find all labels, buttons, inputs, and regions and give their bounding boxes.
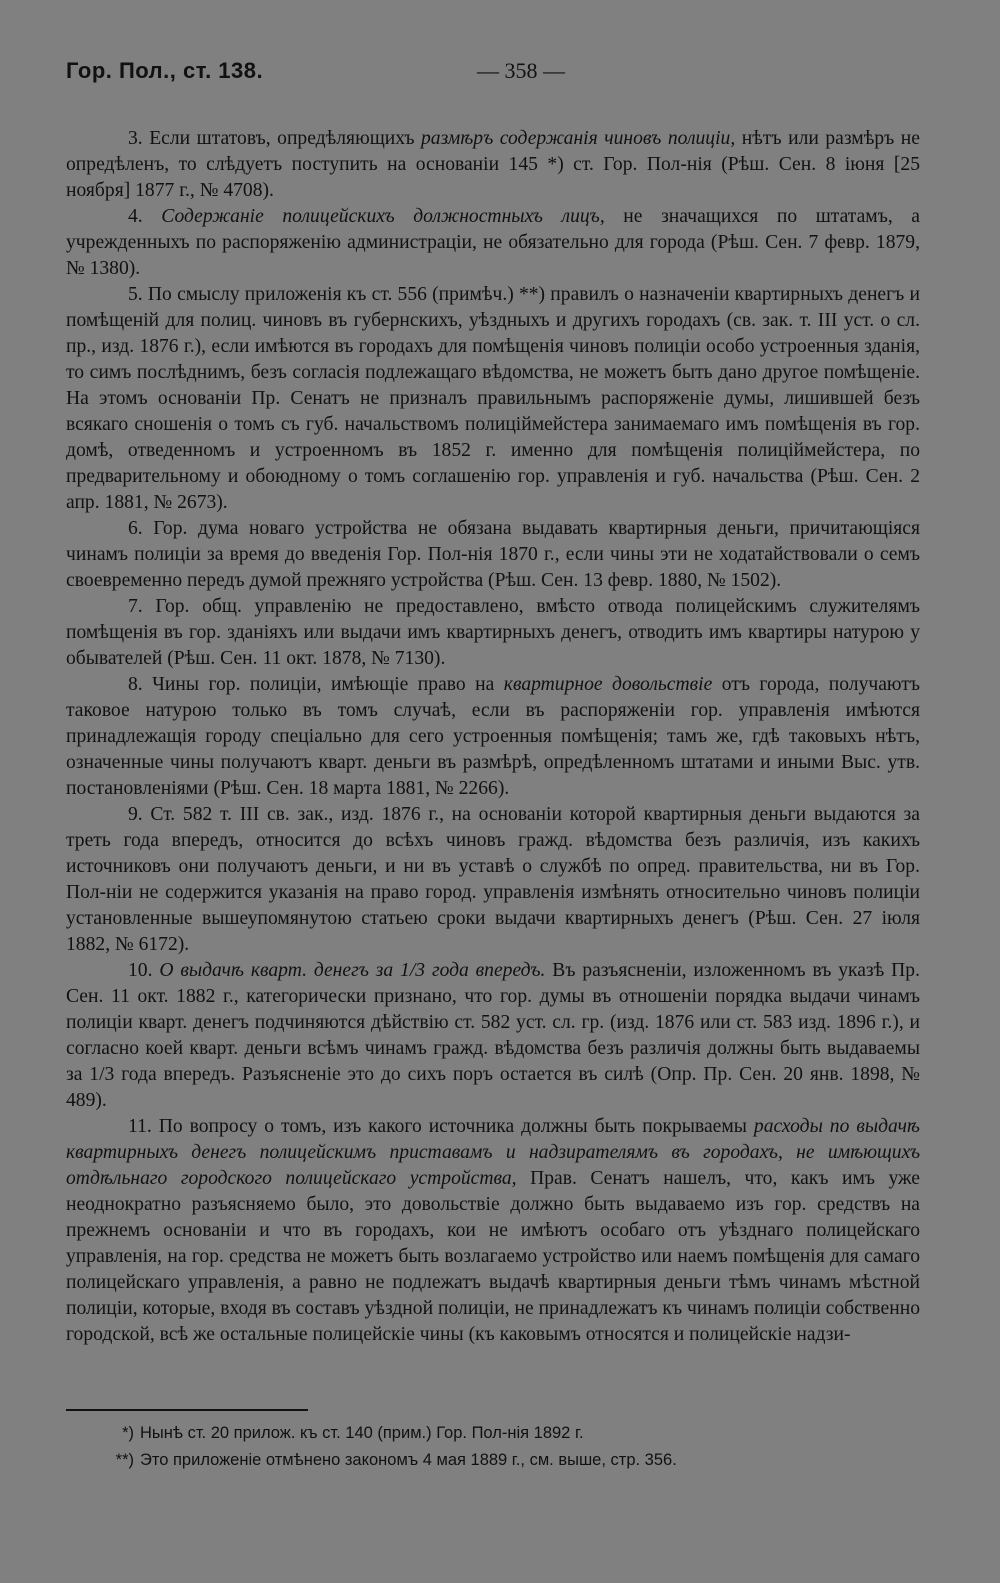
italic-phrase: квартирное довольствіе xyxy=(503,674,713,695)
paragraph xyxy=(66,282,920,516)
italic-phrase: О выдачѣ кварт. денегъ за 1/3 года впередъ. xyxy=(159,960,546,981)
text-run: отъ города, получаютъ таковое натурою только въ томъ случаѣ, если въ распоряженіи гор. управленія имѣются принадлежащія городу спеціально для сего устроенныя помѣщенія; тамъ же, гдѣ таковыхъ нѣтъ, означенные чины получаютъ кварт. деньги въ размѣрѣ, опредѣленномъ штатами и иными Выс. утв. постановленіями (Рѣш. Сен. 18 марта 1881, № 2266). xyxy=(66,674,921,799)
footnote-text: Нынѣ ст. 20 прилож. къ ст. 140 (прим.) Гор. Пол-нія 1892 г. xyxy=(140,1424,584,1442)
text-run: 10. xyxy=(128,960,160,981)
paragraph xyxy=(66,126,920,204)
text-run: 8. Чины гор. полиціи, имѣющіе право на xyxy=(128,674,504,695)
text-run: 4. xyxy=(128,206,162,227)
paragraph xyxy=(66,1114,920,1348)
page-header xyxy=(66,58,946,98)
footnote-marker: **) xyxy=(115,1451,134,1469)
text-run: 3. Если штатовъ, опредѣляющихъ xyxy=(128,128,421,149)
footnote xyxy=(100,1420,880,1447)
footnote-text: Это приложеніе отмѣнено закономъ 4 мая 1889 г., см. выше, стр. 356. xyxy=(140,1451,677,1469)
section-reference: Гор. Пол., ст. 138. xyxy=(66,58,264,83)
footnote-divider xyxy=(66,1409,308,1411)
text-run: не значащихся по штатамъ, а учрежденныхъ по распоряженію администраціи, не обязательно для города (Рѣш. Сен. 7 февр. 1879, № 1380). xyxy=(66,206,920,279)
paragraph xyxy=(66,204,920,282)
italic-phrase: Содержаніе полицейскихъ должностныхъ лицъ, xyxy=(161,206,605,227)
text-run: 11. По вопросу о томъ, изъ какого источника должны быть покрываемы xyxy=(128,1116,754,1137)
page-number: — 358 — xyxy=(477,58,565,83)
paragraph xyxy=(66,958,920,1114)
footnotes xyxy=(100,1420,880,1474)
text-run: нѣтъ или размѣръ не опредѣленъ, то слѣдуетъ поступить на основаніи 145 *) ст. Гор. Пол-нія (Рѣш. Сен. 8 іюня [25 ноября] 1877 г., № 4708). xyxy=(66,128,920,201)
paragraph xyxy=(66,672,920,802)
main-text xyxy=(66,126,920,1348)
paragraph xyxy=(66,516,920,594)
paragraph xyxy=(66,802,920,958)
italic-phrase: размѣръ содержанія чиновъ полиціи, xyxy=(420,128,736,149)
text-run: 9. Ст. 582 т. III св. зак., изд. 1876 г., на основаніи которой квартирныя деньги выдаются за треть года впередъ, относится до всѣхъ чиновъ гражд. вѣдомства безъ различія, изъ какихъ источниковъ они получаютъ деньги, и ни въ уставѣ о службѣ по опред. правительства, ни въ Гор. Пол-ніи не содержится указанія на право город. управленія измѣнять относительно чиновъ полиціи установленные вышеупомянутою статьею сроки выдачи квартирныхъ денегъ (Рѣш. Сен. 27 іюля 1882, № 6172). xyxy=(66,804,920,955)
footnote xyxy=(100,1447,880,1474)
text-run: Прав. Сенатъ нашелъ, что, какъ имъ уже неоднократно разъясняемо было, это довольствіе должно быть выдаваемо изъ гор. средствъ на прежнемъ основаніи и что въ городахъ, кои не имѣютъ особаго отъ уѣзднаго полицейскаго управленія, на гор. средства не можетъ быть возлагаемо устройство или наемъ помѣщенія для самаго полицейскаго управленія, а равно не подлежатъ выдачѣ квартирныя деньги тѣмъ чинамъ мѣстной полиціи, которые, входя въ составъ уѣздной полиціи, не принадлежатъ къ чинамъ полиціи собственно городской, всѣ же остальные полицейскіе чины (къ каковымъ относятся и полицейскіе надзи- xyxy=(66,1168,920,1345)
text-run: 6. Гор. дума новаго устройства не обязана выдавать квартирныя деньги, причитающіяся чинамъ полиціи за время до введенія Гор. Пол-нія 1870 г., если чины эти не ходатайствовали о семъ своевременно передъ думой прежняго устройства (Рѣш. Сен. 13 февр. 1880, № 1502). xyxy=(66,518,920,591)
text-run: Въ разъясненіи, изложенномъ въ указѣ Пр. Сен. 11 окт. 1882 г., категорически признано, что гор. думы въ отношеніи порядка выдачи чинамъ полиціи кварт. денегъ подчиняются дѣйствію ст. 582 уст. сл. гр. (изд. 1876 или ст. 583 изд. 1896 г.), и согласно коей кварт. деньги всѣмъ чинамъ гражд. вѣдомства безъ различія должны быть выдаваемы за 1/3 года впередъ. Разъясненіе это до сихъ поръ остается въ силѣ (Опр. Пр. Сен. 20 янв. 1898, № 489). xyxy=(66,960,920,1111)
text-run: 5. По смыслу приложенія къ ст. 556 (примѣч.) **) правилъ о назначеніи квартирныхъ денегъ и помѣщеній для полиц. чиновъ въ губернскихъ, уѣздныхъ и другихъ городахъ (св. зак. т. III уст. о сл. пр., изд. 1876 г.), если имѣются въ городахъ для помѣщенія чиновъ полиціи особо устроенныя зданія, то симъ послѣднимъ, безъ согласія подлежащаго вѣдомства, не можетъ быть дано другое помѣщеніе. На этомъ основаніи Пр. Сенатъ не призналъ правильнымъ распоряженіе думы, лишившей безъ всякаго сношенія о томъ съ губ. начальствомъ полиціймейстера занимаемаго имъ помѣщенія въ гор. домѣ, отведенномъ и устроенномъ въ 1852 г. именно для помѣщенія полиціймейстера, по предварительному и обоюдному о томъ соглашенію гор. управленія и губ. начальства (Рѣш. Сен. 2 апр. 1881, № 2673). xyxy=(66,284,920,513)
paragraph xyxy=(66,594,920,672)
footnote-marker: *) xyxy=(122,1424,134,1442)
italic-phrase: расходы по выдачѣ квартирныхъ денегъ полицейскимъ приставамъ и надзирателямъ въ городахъ, не имѣющихъ отдѣльнаго городского полицейскаго устройства, xyxy=(66,1116,921,1189)
text-run: 7. Гор. общ. управленію не предоставлено, вмѣсто отвода полицейскимъ служителямъ помѣщенія въ гор. зданіяхъ или выдачи имъ квартирныхъ денегъ, отводить имъ квартиры натурою у обывателей (Рѣш. Сен. 11 окт. 1878, № 7130). xyxy=(66,596,920,669)
